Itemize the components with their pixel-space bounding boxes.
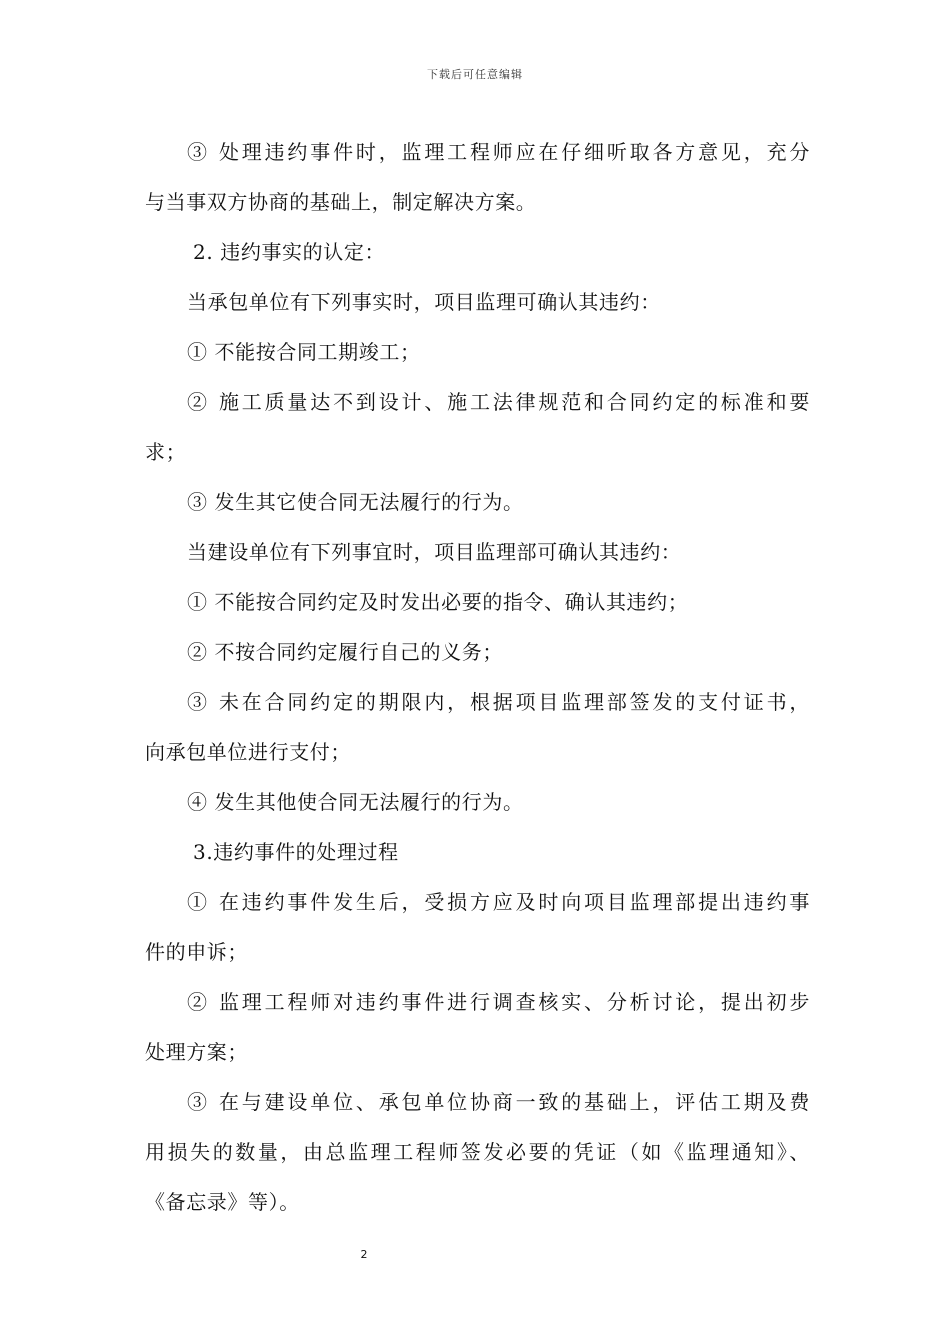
- paragraph-line: 向承包单位进行支付；: [145, 740, 351, 764]
- paragraph-line: 当承包单位有下列事实时，项目监理可确认其违约：: [187, 290, 661, 314]
- section-heading: 3.违约事件的处理过程: [193, 840, 399, 864]
- paragraph-line: 件的申诉；: [145, 940, 248, 964]
- list-item: ③ 在与建设单位、承包单位协商一致的基础上，评估工期及费: [187, 1090, 810, 1114]
- section-heading: 2. 违约事实的认定：: [193, 240, 386, 264]
- paragraph-line: 求；: [145, 440, 187, 464]
- list-item: ④ 发生其他使合同无法履行的行为。: [187, 790, 524, 814]
- paragraph-line: ③ 处理违约事件时，监理工程师应在仔细听取各方意见，充分: [187, 140, 810, 164]
- page-header-note: 下载后可任意编辑: [427, 68, 523, 81]
- paragraph-line: 处理方案；: [145, 1040, 248, 1064]
- list-item: ② 不按合同约定履行自己的义务；: [187, 640, 503, 664]
- list-item: ③ 发生其它使合同无法履行的行为。: [187, 490, 524, 514]
- list-item: ① 在违约事件发生后，受损方应及时向项目监理部提出违约事: [187, 890, 810, 914]
- list-item: ② 施工质量达不到设计、施工法律规范和合同约定的标准和要: [187, 390, 810, 414]
- page-number: 2: [360, 1248, 368, 1261]
- paragraph-line: 《备忘录》等）。: [145, 1190, 300, 1214]
- paragraph-line: 用损失的数量，由总监理工程师签发必要的凭证（如《监理通知》、: [145, 1140, 810, 1164]
- paragraph-line: 与当事双方协商的基础上，制定解决方案。: [145, 190, 537, 214]
- list-item: ② 监理工程师对违约事件进行调查核实、分析讨论，提出初步: [187, 990, 810, 1014]
- list-item: ① 不能按合同工期竣工；: [187, 340, 421, 364]
- list-item: ① 不能按合同约定及时发出必要的指令、确认其违约；: [187, 590, 689, 614]
- list-item: ③ 未在合同约定的期限内，根据项目监理部签发的支付证书，: [187, 690, 810, 714]
- document-body: [145, 127, 810, 1227]
- paragraph-line: 当建设单位有下列事宜时，项目监理部可确认其违约：: [187, 540, 682, 564]
